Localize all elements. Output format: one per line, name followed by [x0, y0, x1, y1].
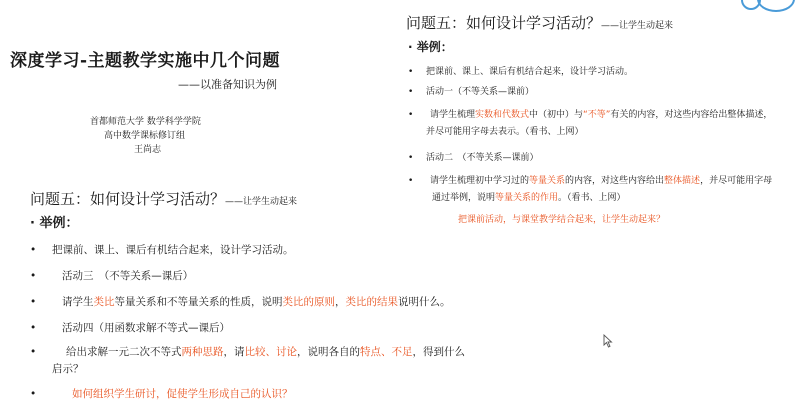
left-item-inequality: • 给出求解一元二次不等式两种思路，请比较、讨论，说明各自的特点、不足，得到什么 [30, 346, 465, 358]
left-heading-tag: ——让学生动起来 [225, 197, 298, 207]
slide-subtitle: ——以准备知识为例 [178, 78, 277, 91]
left-section-heading [30, 188, 297, 209]
right-section-heading [406, 12, 673, 33]
right-activity-1: • 活动一（不等关系—课前） [408, 87, 535, 97]
right-item-real-numbers: • 请学生梳理实数和代数式中（初中）与“不等”有关的内容，对这些内容给出整体描述， [408, 110, 773, 120]
right-activity-2: • 活动二 （不等关系—课前） [408, 153, 539, 163]
right-item-equality-cont: 通过举例，说明等量关系的作用。（看书、上网） [432, 193, 626, 203]
left-item-1: • 把课前、课上、课后有机结合起来，设计学习活动。 [30, 244, 294, 256]
right-question: 把课前活动，与课堂教学结合起来，让学生动起来？ [458, 215, 666, 225]
right-item-equality: • 请学生梳理初中学习过的等量关系的内容，对这些内容给出整体描述，并尽可能用字母 [408, 176, 773, 186]
logo-icon-arc [757, 0, 795, 12]
left-heading-text: 问题五：如何设计学习活动？ [30, 190, 226, 208]
right-heading-tag: ——让学生动起来 [601, 21, 674, 31]
left-activity-4: • 活动四（用函数求解不等式—课后） [30, 322, 230, 334]
author-group: 高中数学课标修订组 [104, 131, 186, 141]
left-item-inequality-cont: 启示？ [52, 363, 84, 375]
author-name: 王尚志 [134, 145, 162, 155]
author-affiliation: 首都师范大学 数学科学学院 [90, 117, 201, 127]
left-item-analogy: • 请学生类比等量关系和不等量关系的性质，说明类比的原则，类比的结果说明什么。 [30, 296, 451, 308]
slide-title: 深度学习-主题教学实施中几个问题 [10, 51, 281, 71]
mouse-cursor-icon [603, 334, 613, 348]
left-example-label: · 举例： [30, 216, 79, 231]
left-question: • 如何组织学生研讨，促使学生形成自己的认识？ [30, 388, 293, 400]
right-item-1: • 把课前、课上、课后有机结合起来，设计学习活动。 [408, 67, 634, 77]
right-heading-text: 问题五：如何设计学习活动？ [406, 14, 602, 32]
left-activity-3: • 活动三 （不等关系—课后） [30, 270, 194, 282]
right-item-real-numbers-cont: 并尽可能用字母去表示。（看书、上网） [426, 127, 584, 137]
right-example-label: · 举例： [408, 40, 453, 54]
